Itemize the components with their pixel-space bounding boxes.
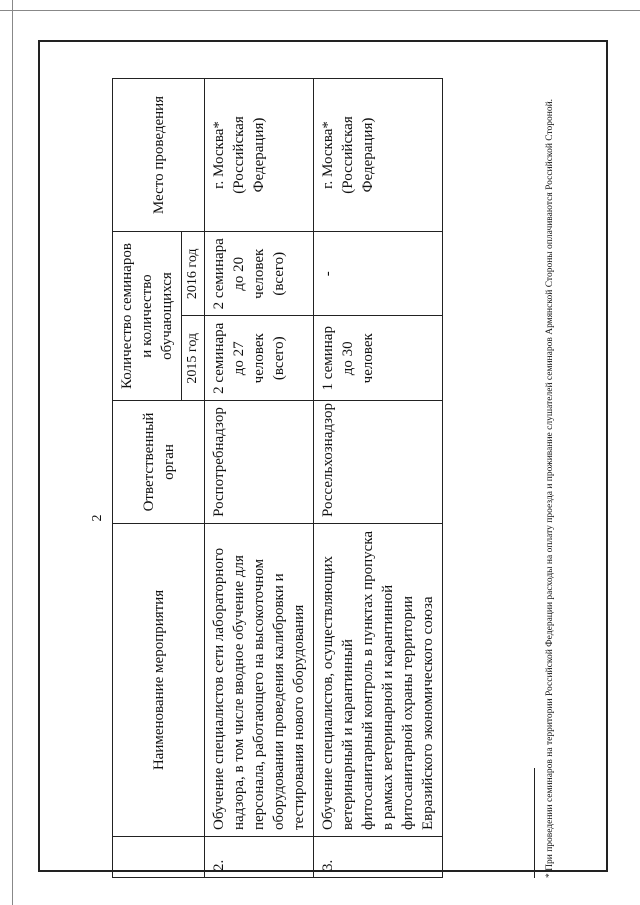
row-number: 3. bbox=[314, 837, 443, 878]
footnote: * При проведении семинаров на территории Российской Федерации расходы на оплату проезда и проживание слушателей семинаров Армянской Стороны оплачиваются Российской Стороной. bbox=[545, 98, 555, 878]
rotated-page-content bbox=[82, 68, 604, 888]
table-row bbox=[205, 79, 314, 878]
table-row bbox=[314, 79, 443, 878]
header-number bbox=[113, 837, 205, 878]
header-seminar-count: Количество семинаров и количество обучающихся bbox=[113, 232, 182, 401]
row-number: 2. bbox=[205, 837, 314, 878]
scan-top-edge bbox=[0, 10, 640, 11]
events-table bbox=[112, 78, 443, 878]
responsible-body: Россельхознадзор bbox=[314, 401, 443, 524]
event-name: Обучение специалистов сети лабораторного надзора, в том числе вводное обучение для персонала, работающего на высокоточном оборудовании проведения калибровки и тестирования нового оборудования bbox=[205, 524, 314, 837]
header-location: Место проведения bbox=[113, 79, 205, 232]
count-2015: 1 семинар до 30 человек bbox=[314, 316, 443, 401]
event-location: г. Москва* (Российская Федерация) bbox=[314, 79, 443, 232]
footnote-divider bbox=[534, 768, 535, 878]
event-name: Обучение специалистов, осуществляющих ветеринарный и карантинный фитосанитарный контроль в пунктах пропуска в рамках ветеринарной и карантинной фитосанитарной охраны территории Евразийского экономического союза bbox=[314, 524, 443, 837]
header-year-2016: 2016 год bbox=[182, 232, 205, 317]
header-year-2015: 2015 год bbox=[182, 316, 205, 401]
scan-left-edge bbox=[12, 0, 13, 905]
page-number: 2 bbox=[90, 514, 105, 522]
event-location: г. Москва* (Российская Федерация) bbox=[205, 79, 314, 232]
header-event-name: Наименование мероприятия bbox=[113, 524, 205, 837]
responsible-body: Роспотребнадзор bbox=[205, 401, 314, 524]
count-2015: 2 семинара до 27 человек (всего) bbox=[205, 316, 314, 401]
count-2016: 2 семинара до 20 человек (всего) bbox=[205, 232, 314, 317]
count-2016: - bbox=[314, 232, 443, 317]
header-responsible-body: Ответственный орган bbox=[113, 401, 205, 524]
